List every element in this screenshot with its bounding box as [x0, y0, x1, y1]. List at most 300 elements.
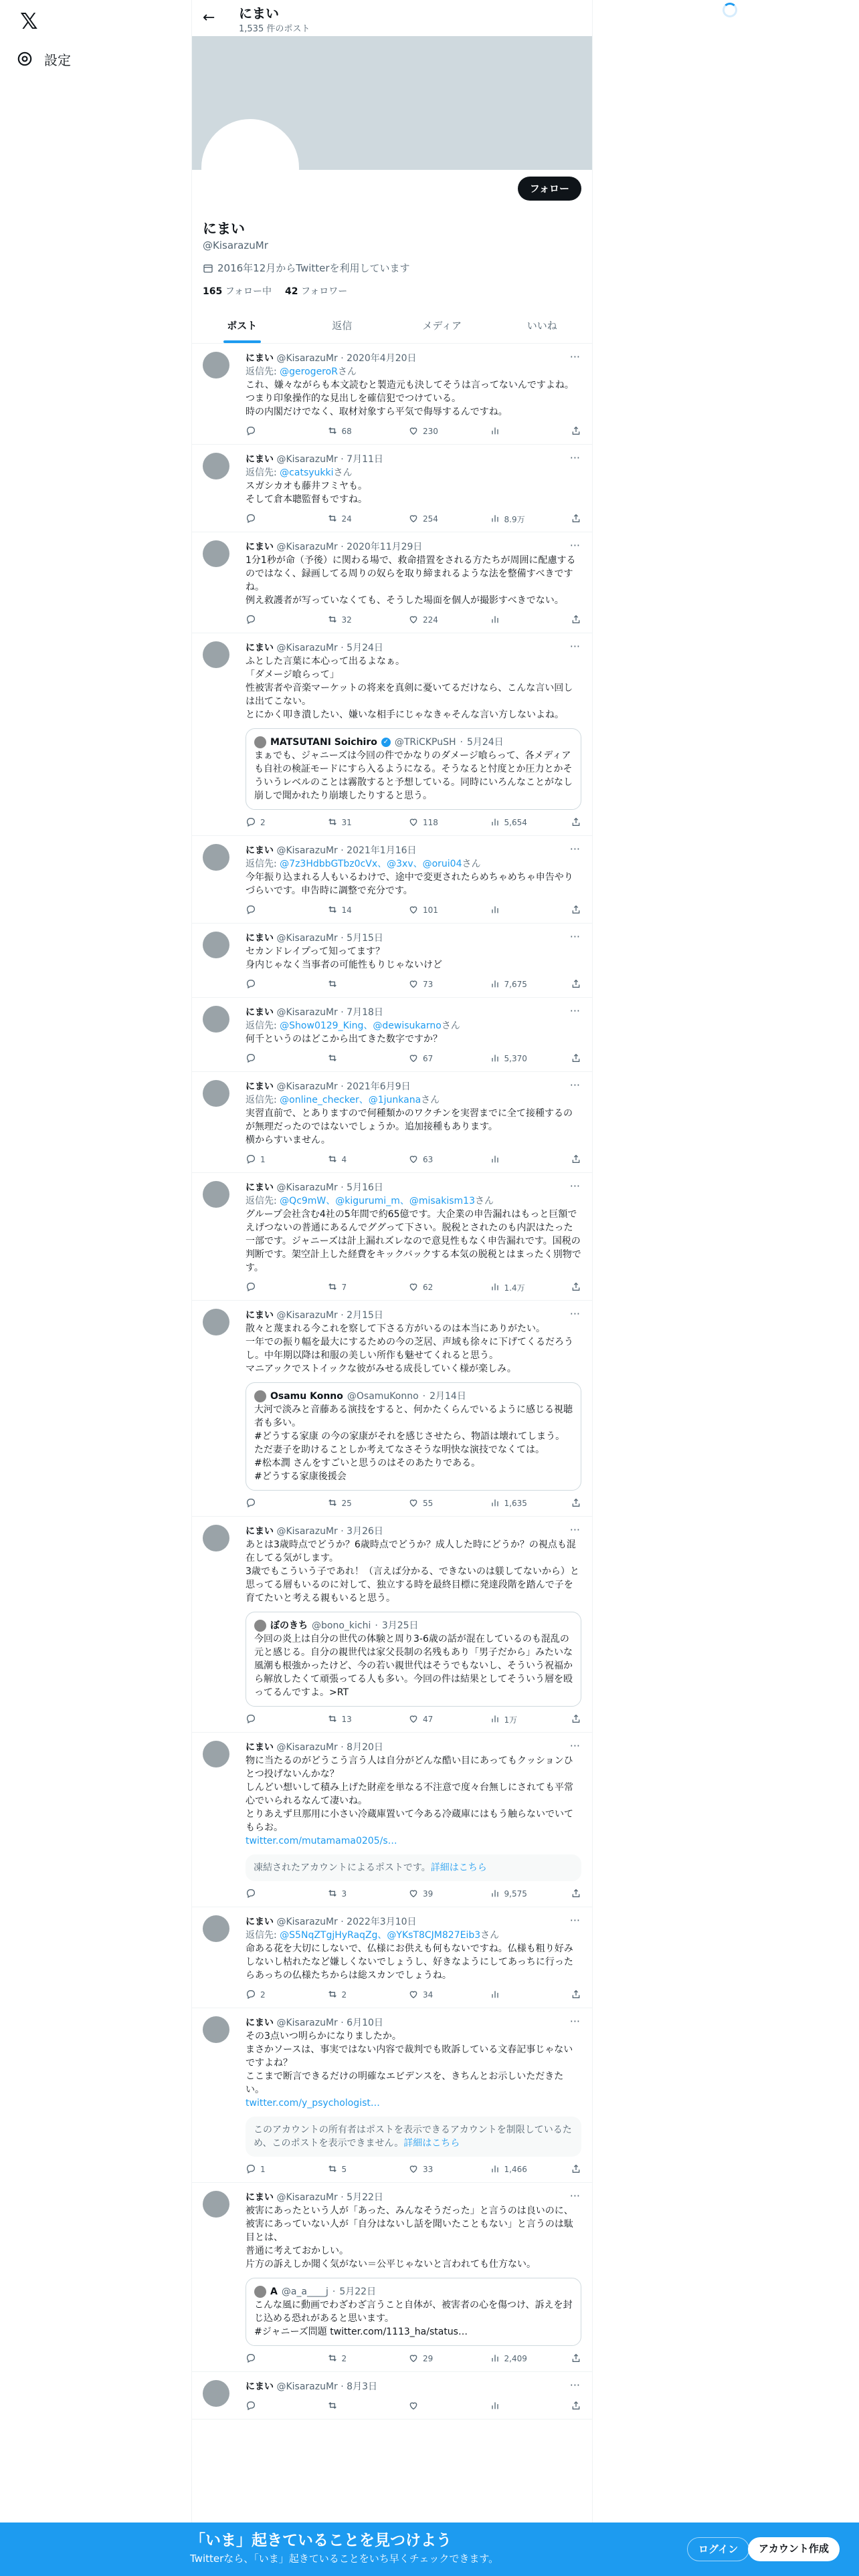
- like-button[interactable]: [408, 1888, 448, 1901]
- tweet-author-name[interactable]: にまい: [246, 1182, 274, 1193]
- reply-to: 返信先: @Qc9mW、@kigurumi_m、@misakism13さん: [246, 1196, 494, 1206]
- share-button[interactable]: [571, 2163, 581, 2176]
- tweet-avatar[interactable]: [203, 2016, 229, 2043]
- tweet[interactable]: [192, 1301, 592, 1517]
- tweet-author-name[interactable]: にまい: [246, 933, 274, 944]
- tab-likes[interactable]: いいね: [527, 320, 557, 332]
- retweets-count: 4: [341, 1155, 347, 1164]
- main-column: [191, 0, 593, 2576]
- login-button[interactable]: ログイン: [687, 2537, 749, 2561]
- tweet-text: 何千というのはどこから出てきた数字ですか？: [246, 1034, 442, 1045]
- back-arrow-icon[interactable]: ←: [203, 9, 215, 26]
- reply-button[interactable]: [246, 1888, 286, 1901]
- quote-tweet[interactable]: [246, 2278, 581, 2346]
- tweet-author-name[interactable]: にまい: [246, 845, 274, 856]
- share-button[interactable]: [571, 1497, 581, 1510]
- like-button[interactable]: [408, 1281, 448, 1294]
- reply-to: 返信先: @S5NqZTgjHyRaqZg、@YKsT8CJM827Eib3さん: [246, 1930, 500, 1941]
- profile-avatar[interactable]: [201, 119, 299, 217]
- tweet-text: 散々と蔑まれる今これを察して下さる方がいるのは本当にありがたい。 一年での振り幅を最大にするための今の芝居、声域も徐々に下げてくるだろうし。中年期以降は和服の美しい所作も魅せてくれると思う。 マニアックでストイックな彼がみせる成長していく様が楽しみ。: [246, 1323, 573, 1374]
- more-options-icon[interactable]: ···: [569, 1914, 580, 1927]
- reply-icon: [246, 614, 256, 627]
- unavailable-text: このアカウントの所有者はポストを表示できるアカウントを制限しているため、このポストを表示できません。: [254, 2125, 572, 2149]
- retweet-icon: [327, 1713, 338, 1726]
- tweet-text: これ、嫌々ながらも本文読むと製造元も決してそうは言ってないんですよね。 つまり印象操作的な見出しを確信犯でつけている。 時の内閣だけでなく、取材対象すら平気で侮辱するんですね。: [246, 380, 574, 417]
- more-options-icon[interactable]: ···: [569, 843, 580, 855]
- tweet[interactable]: [192, 1517, 592, 1733]
- share-icon: [571, 904, 581, 917]
- verified-badge-icon: ✓: [381, 738, 391, 747]
- loading-spinner-icon: [723, 3, 737, 17]
- more-options-icon[interactable]: ···: [569, 640, 580, 653]
- tweet-text: 今年振り込まれる人もいるわけで、途中で変更されたらめちゃめちゃ申告やりづらいです。申告時に調整で充分です。: [246, 872, 573, 896]
- replies-count: 2: [260, 818, 266, 827]
- share-icon: [571, 425, 581, 438]
- tweet-text: 被害にあったという人が「あった、みんなそうだった」と言うのは良いのに、被害にあっていない人が「自分はないし話を聞いたこともない」と言うのは駄目とは、 普通に考えておかしい。 片方の訴えしか聞く気がない＝公平じゃないと言われても仕方ない。: [246, 2206, 573, 2270]
- views-button[interactable]: [490, 978, 530, 991]
- retweet-button[interactable]: [327, 425, 367, 438]
- tweet[interactable]: [192, 2183, 592, 2372]
- calendar-icon: [203, 263, 213, 274]
- reply-icon: [246, 1154, 256, 1166]
- tweet-author-name[interactable]: にまい: [246, 454, 274, 465]
- views-icon: [490, 425, 500, 438]
- share-button[interactable]: [571, 1154, 581, 1166]
- tweet-author-name[interactable]: にまい: [246, 1081, 274, 1092]
- tweet-author-name[interactable]: にまい: [246, 353, 274, 364]
- tweet-avatar[interactable]: [203, 2191, 229, 2218]
- retweets-count: 2: [341, 2354, 347, 2363]
- more-options-icon[interactable]: ···: [569, 350, 580, 363]
- tweet-author-handle: @KisarazuMr: [276, 1310, 338, 1321]
- tweet-avatar[interactable]: [203, 1080, 229, 1107]
- follow-button[interactable]: フォロー: [518, 177, 581, 201]
- share-button[interactable]: [571, 614, 581, 627]
- like-button[interactable]: [408, 1053, 448, 1065]
- tweet-date[interactable]: 5月16日: [347, 1182, 383, 1193]
- likes-count: 118: [423, 818, 438, 827]
- retweet-button[interactable]: [327, 513, 367, 526]
- tweet-author-name[interactable]: にまい: [246, 2381, 274, 2392]
- left-sidebar: [0, 0, 191, 2576]
- quote-tweet[interactable]: [246, 728, 581, 810]
- views-button[interactable]: [490, 513, 530, 526]
- header-title: にまい: [239, 5, 279, 21]
- views-icon: [490, 1989, 500, 2002]
- quote-text: 大河で淡みと音藤ある演技をすると、何かたくらんでいるように感じる視聴者も多い。 #どうする家康 の今の家康がそれを感じさせたら、物語は壊れてしまう。ただ妻子を助けることしか考えてなさそうな明快な演技でなくては。 #松本潤 さんをすごいと思うのはそのあたりである。 #どうする家康後援会: [254, 1404, 573, 1482]
- views-button[interactable]: [490, 1989, 530, 2002]
- retweets-count: 32: [341, 615, 352, 625]
- share-button[interactable]: [571, 1281, 581, 1294]
- tweet-header: にまい @KisarazuMr · 2021年6月9日: [246, 1081, 411, 1092]
- tweet-date[interactable]: 5月24日: [347, 643, 383, 653]
- tweet-author-handle: @KisarazuMr: [276, 1742, 338, 1753]
- like-button[interactable]: [408, 614, 448, 627]
- tweet-author-name[interactable]: にまい: [246, 2018, 274, 2028]
- views-button[interactable]: [490, 1154, 530, 1166]
- profile-header: [192, 0, 592, 36]
- tab-media[interactable]: メディア: [422, 320, 462, 332]
- tweet-date[interactable]: 2022年3月10日: [347, 1917, 417, 1927]
- tweet-author-name[interactable]: にまい: [246, 1742, 274, 1753]
- more-options-icon[interactable]: ···: [569, 2015, 580, 2028]
- retweet-button[interactable]: [327, 1989, 367, 2002]
- signup-button[interactable]: アカウント作成: [748, 2537, 840, 2561]
- tweet[interactable]: [192, 998, 592, 1072]
- tweet-author-name[interactable]: にまい: [246, 1526, 274, 1537]
- quote-date: 5月24日: [466, 737, 504, 748]
- tweet-avatar[interactable]: [203, 1309, 229, 1335]
- reply-to-handles[interactable]: @7z3HdbbGTbz0cVx、@3xv、@orui04: [280, 859, 462, 869]
- share-button[interactable]: [571, 904, 581, 917]
- quote-author-handle: @OsamuKonno: [347, 1391, 419, 1402]
- views-button[interactable]: [490, 904, 530, 917]
- reply-button[interactable]: [246, 1053, 286, 1065]
- like-button[interactable]: [408, 2353, 448, 2365]
- views-button[interactable]: [490, 1053, 530, 1065]
- share-button[interactable]: [571, 978, 581, 991]
- replies-count: 1: [260, 2165, 266, 2174]
- more-options-icon[interactable]: ···: [569, 2189, 580, 2202]
- retweet-button[interactable]: [327, 978, 367, 991]
- more-options-icon[interactable]: ···: [569, 451, 580, 464]
- reply-icon: [246, 1888, 256, 1901]
- following-label: フォロー中: [225, 286, 272, 297]
- tweet-date[interactable]: 7月18日: [347, 1007, 383, 1018]
- tweet-header: にまい @KisarazuMr · 7月18日: [246, 1007, 383, 1018]
- views-icon: [490, 1713, 500, 1726]
- likes-count: 254: [423, 514, 438, 524]
- tweet-avatar[interactable]: [203, 1741, 229, 1767]
- reply-to-handles[interactable]: @gerogeroR: [280, 366, 338, 377]
- likes-count: 67: [423, 1054, 434, 1063]
- like-button[interactable]: [408, 2163, 448, 2176]
- retweet-button[interactable]: [327, 1497, 367, 1510]
- tweet-actions: [246, 424, 581, 439]
- like-button[interactable]: [408, 425, 448, 438]
- views-button[interactable]: [490, 2400, 530, 2413]
- more-options-icon[interactable]: ···: [569, 930, 580, 943]
- reply-button[interactable]: [246, 425, 286, 438]
- views-icon: [490, 817, 500, 829]
- retweet-button[interactable]: [327, 2353, 367, 2365]
- reply-to-handles[interactable]: @catsyukki: [280, 467, 334, 478]
- tweet-author-name[interactable]: にまい: [246, 2192, 274, 2203]
- reply-button[interactable]: [246, 978, 286, 991]
- more-options-icon[interactable]: ···: [569, 1523, 580, 1536]
- tweet[interactable]: [192, 1733, 592, 1907]
- views-count: 1.4万: [504, 1283, 525, 1293]
- tweet[interactable]: [192, 924, 592, 998]
- profile-joined: [192, 251, 592, 275]
- reply-button[interactable]: [246, 1989, 286, 2002]
- more-options-icon[interactable]: ···: [569, 1739, 580, 1752]
- reply-to-handles[interactable]: @S5NqZTgjHyRaqZg、@YKsT8CJM827Eib3: [280, 1930, 481, 1941]
- like-icon: [408, 1154, 419, 1166]
- like-button[interactable]: [408, 1154, 448, 1166]
- tweet-header: にまい @KisarazuMr · 5月22日: [246, 2192, 383, 2203]
- tweet[interactable]: [192, 2372, 592, 2420]
- retweets-count: 25: [341, 1499, 352, 1508]
- tweet-date[interactable]: 2021年1月16日: [347, 845, 417, 856]
- views-button[interactable]: [490, 1713, 530, 1726]
- share-icon: [571, 1713, 581, 1726]
- tweet-avatar[interactable]: [203, 1006, 229, 1033]
- tweet-text: スガシカオも藤井フミヤも。 そして倉本聰監督もですね。: [246, 481, 367, 505]
- retweet-button[interactable]: [327, 2163, 367, 2176]
- tweet-author-name[interactable]: にまい: [246, 542, 274, 552]
- reply-icon: [246, 1497, 256, 1510]
- quote-date: 5月22日: [339, 2286, 377, 2297]
- views-button[interactable]: [490, 817, 530, 829]
- tweet-avatar[interactable]: [203, 641, 229, 668]
- tweet-author-handle: @KisarazuMr: [276, 845, 338, 856]
- tweet-date[interactable]: 2020年4月20日: [347, 353, 417, 364]
- retweet-icon: [327, 1989, 338, 2002]
- share-button[interactable]: [571, 1053, 581, 1065]
- views-button[interactable]: [490, 1497, 530, 1510]
- more-options-icon[interactable]: ···: [569, 539, 580, 552]
- retweets-count: 14: [341, 905, 352, 915]
- tweet-author-handle: @KisarazuMr: [276, 643, 338, 653]
- share-button[interactable]: [571, 2400, 581, 2413]
- tweet-header: にまい @KisarazuMr · 2月15日: [246, 1310, 383, 1321]
- like-button[interactable]: [408, 1497, 448, 1510]
- reply-icon: [246, 2400, 256, 2413]
- retweet-button[interactable]: [327, 1713, 367, 1726]
- retweet-icon: [327, 1497, 338, 1510]
- retweet-button[interactable]: [327, 1154, 367, 1166]
- tweet-actions: [246, 1051, 581, 1066]
- tweet-avatar[interactable]: [203, 352, 229, 379]
- tweet-text: 1分1秒が命（予後）に関わる場で、救命措置をされる方たちが周囲に配慮するのではなく、録画してる周りの奴らを取り締まれるような法を整備すべきですね。 例え救護者が写っていなくても、そうした場面を個人が撮影すべきでない。: [246, 555, 576, 606]
- views-icon: [490, 1888, 500, 1901]
- tweet[interactable]: [192, 836, 592, 924]
- tweet-date[interactable]: 5月22日: [347, 2192, 383, 2203]
- tweet-avatar[interactable]: [203, 932, 229, 958]
- reply-button[interactable]: [246, 1281, 286, 1294]
- reply-button[interactable]: [246, 614, 286, 627]
- views-icon: [490, 1154, 500, 1166]
- tweet-author-handle: @KisarazuMr: [276, 1007, 338, 1018]
- reply-button[interactable]: [246, 904, 286, 917]
- reply-to: 返信先: @catsyukkiさん: [246, 467, 353, 478]
- reply-icon: [246, 425, 256, 438]
- tweet[interactable]: [192, 1907, 592, 2008]
- tweet-avatar[interactable]: [203, 540, 229, 567]
- like-button[interactable]: [408, 1713, 448, 1726]
- following-link[interactable]: [203, 284, 272, 298]
- tweet-date[interactable]: 6月10日: [347, 2018, 383, 2028]
- quote-date: 3月25日: [381, 1620, 419, 1631]
- tweet-header: にまい @KisarazuMr · 7月11日: [246, 454, 383, 465]
- quote-tweet[interactable]: [246, 1382, 581, 1491]
- like-button[interactable]: [408, 904, 448, 917]
- more-options-icon[interactable]: ···: [569, 2379, 580, 2391]
- retweets-count: 2: [341, 1990, 347, 2000]
- tweet-date[interactable]: 5月15日: [347, 933, 383, 944]
- tweet-avatar[interactable]: [203, 453, 229, 479]
- unavailable-text: 凍結されたアカウントによるポストです。: [254, 1862, 431, 1873]
- like-button[interactable]: [408, 978, 448, 991]
- share-button[interactable]: [571, 1989, 581, 2002]
- learn-more-link[interactable]: 詳細はこちら: [403, 2138, 460, 2149]
- reply-button[interactable]: [246, 513, 286, 526]
- tweet-actions: [246, 903, 581, 918]
- like-icon: [408, 425, 419, 438]
- tweet-header: にまい @KisarazuMr · 5月24日: [246, 643, 383, 653]
- tweet-author-handle: @KisarazuMr: [276, 2192, 338, 2203]
- profile-tabs: [192, 308, 592, 344]
- likes-count: 29: [423, 2354, 434, 2363]
- share-button[interactable]: [571, 425, 581, 438]
- tweet-text: 実習直前で、とありますので何種類かのワクチンを実習までに全て接種するのが無理だったのではないでしょうか。追加接種もあります。 横からすいません。: [246, 1108, 573, 1146]
- more-options-icon[interactable]: ···: [569, 1079, 580, 1091]
- tweet-author-handle: @KisarazuMr: [276, 1182, 338, 1193]
- tweet-date[interactable]: 3月26日: [347, 1526, 383, 1537]
- learn-more-link[interactable]: 詳細はこちら: [430, 1862, 487, 1873]
- followers-link[interactable]: [285, 284, 347, 298]
- tweet-text: あとは3歳時点でどうか？6歳時点でどうか？成人した時にどうか？の視点も混在してる気がします。 3歳でもこういう子であれ！（言えば分かる、できないのは躾してないから）と思ってる層もいるのに対して、独立する時を最終目標に発達段階を踏んで子を育てたいと考える親もいると思う。: [246, 1539, 579, 1604]
- reply-button[interactable]: [246, 2353, 286, 2365]
- tweet-author-handle: @KisarazuMr: [276, 1526, 338, 1537]
- reply-button[interactable]: [246, 2163, 286, 2176]
- reply-button[interactable]: [246, 1497, 286, 1510]
- tweet[interactable]: [192, 1173, 592, 1301]
- share-button[interactable]: [571, 817, 581, 829]
- tweet-text: 物に当たるのがどうこう言う人は自分がどんな酷い目にあってもクッションひとつ投げないんかな？ しんどい想いして積み上げた財産を単なる不注意で度々台無しにされても平常心でいられるなんて凄いね。 とりあえず旦那用に小さい冷蔵庫置いて今ある冷蔵庫にはもう触らないでいてもらお。: [246, 1755, 573, 1833]
- tweet-date[interactable]: 2021年6月9日: [347, 1081, 411, 1092]
- tweet-header: にまい @KisarazuMr · 5月15日: [246, 933, 383, 944]
- likes-count: 224: [423, 615, 438, 625]
- tweet[interactable]: [192, 532, 592, 633]
- views-count: 2,409: [504, 2354, 527, 2363]
- tweet-avatar[interactable]: [203, 1525, 229, 1551]
- reply-button[interactable]: [246, 1154, 286, 1166]
- retweet-button[interactable]: [327, 904, 367, 917]
- quote-text: こんな風に動画でわざわざ言うこと自体が、被害者の心を傷つけ、訴えを封じ込める恐れがあると思います。 #ジャニーズ問題 twitter.com/1113_ha/status…: [254, 2300, 573, 2337]
- retweet-button[interactable]: [327, 1281, 367, 1294]
- tweet-author-name[interactable]: にまい: [246, 643, 274, 653]
- tweet-link[interactable]: twitter.com/y_psychologist…: [246, 2098, 380, 2109]
- tweet-date[interactable]: 8月20日: [347, 1742, 383, 1753]
- followers-count: 42: [285, 286, 298, 297]
- tweet-text: ふとした言葉に本心って出るよなぁ。 「ダメージ喰らって」 性被害者や音楽マーケットの将来を真剣に憂いてるだけなら、こんな言い回しは出てこない。 とにかく叩き潰したい、嫌いな相手にじゃなきゃそんな言い方しないよね。: [246, 656, 573, 720]
- tweet-avatar[interactable]: [203, 1915, 229, 1942]
- x-logo-icon[interactable]: 𝕏: [20, 8, 38, 34]
- reply-to-handles[interactable]: @Show0129_King、@dewisukarno: [280, 1021, 442, 1031]
- more-options-icon[interactable]: ···: [569, 1004, 580, 1017]
- like-icon: [408, 904, 419, 917]
- views-button[interactable]: [490, 2163, 530, 2176]
- tweet-date[interactable]: 2月15日: [347, 1310, 383, 1321]
- retweet-icon: [327, 1281, 338, 1294]
- reply-icon: [246, 1053, 256, 1065]
- retweet-button[interactable]: [327, 817, 367, 829]
- profile-handle: @KisarazuMr: [203, 239, 268, 251]
- tab-posts[interactable]: ポスト: [192, 308, 292, 343]
- share-button[interactable]: [571, 513, 581, 526]
- tab-replies[interactable]: 返信: [332, 320, 353, 332]
- retweets-count: 13: [341, 1715, 352, 1724]
- retweet-button[interactable]: [327, 1053, 367, 1065]
- views-count: 1,466: [504, 2165, 527, 2174]
- settings-link[interactable]: [16, 43, 71, 75]
- gear-icon: [16, 50, 33, 68]
- profile-name: にまい: [203, 221, 245, 237]
- reply-button[interactable]: [246, 817, 286, 829]
- tweet-link[interactable]: twitter.com/mutamama0205/s…: [246, 1836, 397, 1846]
- retweet-icon: [327, 2163, 338, 2176]
- like-icon: [408, 1713, 419, 1726]
- like-button[interactable]: [408, 1989, 448, 2002]
- retweet-icon: [327, 1053, 338, 1065]
- views-button[interactable]: [490, 2353, 530, 2365]
- quote-author-handle: @bono_kichi: [312, 1620, 371, 1631]
- reply-icon: [246, 978, 256, 991]
- views-button[interactable]: [490, 1281, 530, 1294]
- quote-author-handle: @TRiCKPuSH: [394, 737, 456, 748]
- tweet[interactable]: [192, 445, 592, 532]
- tweet[interactable]: [192, 633, 592, 836]
- share-button[interactable]: [571, 1888, 581, 1901]
- retweet-button[interactable]: [327, 614, 367, 627]
- tweet-date[interactable]: 2020年11月29日: [347, 542, 423, 552]
- reply-to-handles[interactable]: @online_checker、@1junkana: [280, 1095, 421, 1105]
- like-button[interactable]: [408, 513, 448, 526]
- tweet-author-name[interactable]: にまい: [246, 1917, 274, 1927]
- more-options-icon[interactable]: ···: [569, 1307, 580, 1320]
- share-icon: [571, 1154, 581, 1166]
- tweet-actions: [246, 1887, 581, 1901]
- tweet[interactable]: [192, 2008, 592, 2183]
- more-options-icon[interactable]: ···: [569, 1180, 580, 1192]
- tweet-avatar[interactable]: [203, 2380, 229, 2407]
- retweets-count: 3: [341, 1889, 347, 1899]
- tweet-author-handle: @KisarazuMr: [276, 2381, 338, 2392]
- retweet-button[interactable]: [327, 1888, 367, 1901]
- retweet-button[interactable]: [327, 2400, 367, 2413]
- followers-label: フォロワー: [300, 286, 348, 297]
- tweet-author-name[interactable]: にまい: [246, 1310, 274, 1321]
- views-button[interactable]: [490, 614, 530, 627]
- views-button[interactable]: [490, 425, 530, 438]
- tweet[interactable]: [192, 1072, 592, 1173]
- tweet-date[interactable]: 8月3日: [347, 2381, 377, 2392]
- quote-date: 2月14日: [430, 1391, 466, 1402]
- tweet-header: にまい @KisarazuMr · 8月3日: [246, 2381, 377, 2392]
- reply-button[interactable]: [246, 1713, 286, 1726]
- like-button[interactable]: [408, 2400, 448, 2413]
- tweet-avatar[interactable]: [203, 1181, 229, 1208]
- tweet-date[interactable]: 7月11日: [347, 454, 383, 465]
- share-button[interactable]: [571, 1713, 581, 1726]
- quote-header: A @a_a____j · 5月22日: [254, 2285, 573, 2298]
- reply-to-handles[interactable]: @Qc9mW、@kigurumi_m、@misakism13: [280, 1196, 475, 1206]
- quote-tweet[interactable]: [246, 1612, 581, 1707]
- tweet-header: にまい @KisarazuMr · 8月20日: [246, 1742, 383, 1753]
- share-button[interactable]: [571, 2353, 581, 2365]
- tweet[interactable]: [192, 344, 592, 445]
- reply-button[interactable]: [246, 2400, 286, 2413]
- tweet-actions: [246, 2399, 581, 2413]
- like-button[interactable]: [408, 817, 448, 829]
- share-icon: [571, 2163, 581, 2176]
- tweet-author-name[interactable]: にまい: [246, 1007, 274, 1018]
- views-button[interactable]: [490, 1888, 530, 1901]
- tweet-avatar[interactable]: [203, 844, 229, 871]
- reply-to: 返信先: @Show0129_King、@dewisukarnoさん: [246, 1021, 460, 1031]
